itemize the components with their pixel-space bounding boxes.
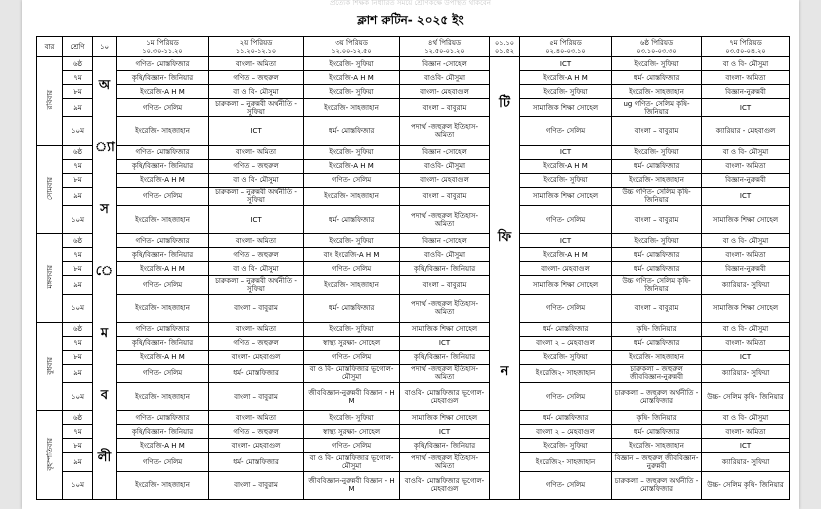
subject-cell: উচ্চ- সেলিম কৃষি- জিনিয়ার	[702, 383, 790, 411]
subject-cell: ইংরেজি- সাহজাহান	[117, 383, 209, 411]
subject-cell: ICT	[209, 117, 304, 145]
day-cell	[37, 411, 63, 500]
subject-cell: ইংরেজি- সাহজাহান	[304, 99, 400, 117]
subject-cell: বাংলা- অমিতা	[209, 411, 304, 425]
subject-cell: ধর্ম- মোস্তফিজার	[612, 71, 702, 85]
subject-cell: গণিত- সেলিম	[117, 364, 209, 382]
day-cell	[37, 234, 63, 323]
assembly-letter: ে	[95, 264, 114, 280]
assembly-letter: ম	[100, 326, 109, 342]
subject-cell: গণিত- মোস্তফিজার	[117, 322, 209, 336]
table-row	[37, 99, 790, 117]
subject-cell: ধর্ম- মোস্তফিজার	[209, 364, 304, 382]
subject-cell: জীববিজ্ঞান-নুরুন্নবী বিজ্ঞান - H M	[304, 383, 400, 411]
subject-cell: সামাজিক শিক্ষা সোহেল	[702, 294, 790, 322]
subject-cell: ইংরেজি২- সাহজাহান	[520, 364, 612, 382]
class-cell: ১০ম	[63, 294, 93, 322]
subject-cell: উচ্চ- সেলিম কৃষি- জিনিয়ার	[702, 471, 790, 499]
table-row	[37, 117, 790, 145]
subject-cell: ICT	[520, 57, 612, 71]
class-cell: ৮ম	[63, 173, 93, 187]
subject-cell: ইংরেজি- সুফিয়া	[612, 145, 702, 159]
subject-cell: বাংলা – বাবুরাম	[400, 99, 490, 117]
day-name: বৃহস্পতিবার	[45, 437, 54, 471]
subject-cell: বিজ্ঞান – জহুরুল জীববিজ্ঞান-নুরুন্নবী	[612, 453, 702, 471]
subject-cell: বাংলা- অমিতা	[209, 234, 304, 248]
assembly-letter: ব	[100, 388, 109, 404]
tiffin-column	[490, 57, 520, 500]
subject-cell: গণিত- সেলিম	[117, 453, 209, 471]
subject-cell: সামাজিক শিক্ষা সোহেল	[400, 322, 490, 336]
tiffin-letter: টি	[499, 96, 510, 112]
subject-cell: বাংলা- অমিতা	[702, 71, 790, 85]
class-cell: ৭ম	[63, 425, 93, 439]
subject-cell: সামাজিক শিক্ষা সোহেল	[400, 411, 490, 425]
class-cell: ৬ষ্ঠ	[63, 57, 93, 71]
period-time: ১২.০০-১২.৫০	[331, 46, 372, 55]
subject-cell: বিজ্ঞান -সোহেল	[400, 57, 490, 71]
period-header	[117, 37, 209, 57]
subject-cell: ইংরেজি- সুফিয়া	[304, 85, 400, 99]
table-row	[37, 471, 790, 499]
period-time: ০৩.৫০-০৪.২০	[725, 46, 766, 55]
subject-cell: পদার্থ -জহুরুল ইতিহাস-অমিতা	[400, 364, 490, 382]
period-header	[520, 37, 612, 57]
table-row	[37, 71, 790, 85]
class-cell: ১০ম	[63, 471, 93, 499]
subject-cell: বাং ইংরেজি-A H M	[304, 248, 400, 262]
subject-cell: ধর্ম- মোস্তফিজার	[304, 294, 400, 322]
subject-cell: বা ও বি- মৌসুমা	[702, 234, 790, 248]
class-cell: ১০ম	[63, 383, 93, 411]
class-cell: ৯ম	[63, 276, 93, 294]
subject-cell: বা ও বি- মৌসুমা	[702, 145, 790, 159]
subject-cell: চারুকলা – নুরুন্নবী অর্থনীতি - সুফিয়া	[209, 187, 304, 205]
table-row	[37, 145, 790, 159]
subject-cell: ক্যারিয়ার- সুফিয়া	[702, 364, 790, 382]
subject-cell: বিজ্ঞান -সোহেল	[400, 234, 490, 248]
class-cell: ৬ষ্ঠ	[63, 145, 93, 159]
class-cell: ৮ম	[63, 262, 93, 276]
assembly-header: ১০	[93, 37, 117, 57]
period-name: ৬ষ্ঠ পিরিয়ড	[639, 38, 674, 47]
subject-cell: গণিত- সেলিম	[304, 173, 400, 187]
table-row	[37, 453, 790, 471]
table-row	[37, 336, 790, 350]
period-name: ২য় পিরিয়ড	[239, 38, 273, 47]
class-cell: ৭ম	[63, 248, 93, 262]
subject-cell: ইংরেজি- সাহজাহান	[117, 471, 209, 499]
tiffin-time-header	[490, 37, 520, 57]
subject-cell: ধর্ম- মোস্তফিজার	[520, 322, 612, 336]
subject-cell: ধর্ম- মোস্তফিজার	[304, 205, 400, 233]
table-row	[37, 294, 790, 322]
subject-cell: ইংরেজি- সাহজাহান	[304, 276, 400, 294]
document-page	[22, 0, 799, 509]
class-cell: ৯ম	[63, 364, 93, 382]
subject-cell: ইংরেজি- সুফিয়া	[612, 234, 702, 248]
subject-cell: জীববিজ্ঞান-নুরুন্নবী বিজ্ঞান - H M	[304, 471, 400, 499]
subject-cell: বাংলা- অমিতা	[702, 159, 790, 173]
subject-cell: গণিত – জহুরুল	[209, 248, 304, 262]
period-name: ৪র্থ পিরিয়ড	[427, 38, 462, 47]
class-cell: ৮ম	[63, 85, 93, 99]
subject-cell: কৃষি/বিজ্ঞান- জিনিয়ার	[117, 159, 209, 173]
day-name: রবিবার	[45, 90, 54, 110]
subject-cell: বাওবি- মৌসুমা	[400, 71, 490, 85]
table-row	[37, 383, 790, 411]
subject-cell: গণিত – জহুরুল	[209, 336, 304, 350]
subject-cell: ক্যারিয়ার - মেহবাগুল	[702, 117, 790, 145]
subject-cell: ধর্ম- মোস্তফিজার	[304, 117, 400, 145]
subject-cell: গণিত – জহুরুল	[209, 71, 304, 85]
subject-cell: গণিত- সেলিম	[520, 117, 612, 145]
period-time: ১০.৩০-১১.২০	[142, 46, 183, 55]
subject-cell: বিজ্ঞান -সোহেল	[400, 145, 490, 159]
assembly-column	[93, 57, 117, 500]
subject-cell: ধর্ম- মোস্তফিজার	[612, 262, 702, 276]
class-cell: ৬ষ্ঠ	[63, 322, 93, 336]
assembly-letter: স	[100, 202, 109, 218]
period-time: ০২.৪০-০৩.১০	[545, 46, 586, 55]
subject-cell: বাংলা- মেহবাগুল	[209, 350, 304, 364]
subject-cell: স্বাস্থ্য সুরক্ষা- সোহেল	[304, 425, 400, 439]
subject-cell: বাংলা- অমিতা	[702, 425, 790, 439]
subject-cell: ICT	[520, 145, 612, 159]
subject-cell: বাওবি- মোস্তফিজার ভূগোল- মেহবাগুল	[400, 383, 490, 411]
routine-table	[36, 36, 790, 500]
subject-cell: গণিত- সেলিম	[304, 350, 400, 364]
table-row	[37, 411, 790, 425]
subject-cell: ইংরেজি- সুফিয়া	[304, 411, 400, 425]
table-row	[37, 322, 790, 336]
table-row	[37, 205, 790, 233]
subject-cell: বাংলা – বাবুরাম	[209, 294, 304, 322]
subject-cell: ICT	[702, 439, 790, 453]
subject-cell: ইংরেজি- সুফিয়া	[304, 322, 400, 336]
table-row	[37, 85, 790, 99]
assembly-letter: লী	[97, 450, 112, 466]
class-column-header: শ্রেণি	[63, 37, 93, 57]
subject-cell: বাংলা – বাবুরাম	[209, 383, 304, 411]
subject-cell: ICT	[209, 205, 304, 233]
subject-cell: কৃষি/বিজ্ঞান- জিনিয়ার	[117, 248, 209, 262]
subject-cell: বা ও বি- মৌসুমা	[209, 85, 304, 99]
class-cell: ৭ম	[63, 71, 93, 85]
subject-cell: পদার্থ -জহুরুল ইতিহাস-অমিতা	[400, 205, 490, 233]
table-row	[37, 234, 790, 248]
table-row	[37, 159, 790, 173]
subject-cell: ইংরেজি-A H M	[304, 71, 400, 85]
subject-cell: গণিত- সেলিম	[520, 205, 612, 233]
subject-cell: বাংলা- মেহবাগুল	[400, 85, 490, 99]
subject-cell: চারুকলা – নুরুন্নবী অর্থনীতি - সুফিয়া	[209, 99, 304, 117]
subject-cell: ইংরেজি- সাহজাহান	[117, 117, 209, 145]
subject-cell: গণিত – জহুরুল	[209, 425, 304, 439]
subject-cell: বা ও বি- মৌসুমা	[702, 322, 790, 336]
subject-cell: বাওবি- মোস্তফিজার ভূগোল- মেহবাগুল	[400, 471, 490, 499]
subject-cell: ইংরেজি- সুফিয়া	[520, 173, 612, 187]
period-header	[304, 37, 400, 57]
period-time: ১২.৫০-০১.২০	[424, 46, 465, 55]
subject-cell: বাংলা- মেহবাগুল	[209, 439, 304, 453]
subject-cell: ইংরেজি- সুফিয়া	[520, 439, 612, 453]
period-time: ০৩.১০-০৩.৩০	[636, 46, 677, 55]
subject-cell: পদার্থ -জহুরুল ইতিহাস-অমিতা	[400, 117, 490, 145]
subject-cell: ইংরেজি-A H M	[520, 71, 612, 85]
subject-cell: বিজ্ঞান-নুরুন্নবী	[702, 173, 790, 187]
table-row	[37, 248, 790, 262]
subject-cell: ইংরেজি- সুফিয়া	[304, 234, 400, 248]
subject-cell: ইংরেজি-A H M	[117, 85, 209, 99]
subject-cell: ICT	[702, 99, 790, 117]
subject-cell: ধর্ম- মোস্তফিজার	[209, 453, 304, 471]
subject-cell: ইংরেজি- সুফিয়া	[520, 85, 612, 99]
subject-cell: ইংরেজি-A H M	[520, 248, 612, 262]
subject-cell: ধর্ম- মোস্তফিজার	[612, 336, 702, 350]
subject-cell: চারুকলা – জহুরুল অর্থনীতি - মোস্তফিজার	[612, 383, 702, 411]
period-name: ৫ম পিরিয়ড	[549, 38, 582, 47]
subject-cell: ইংরেজি- সাহজাহান	[117, 294, 209, 322]
day-column-header: বার	[37, 37, 63, 57]
subject-cell: ইংরেজি২- সাহজাহান	[520, 453, 612, 471]
day-name: সোমবার	[45, 176, 54, 200]
routine-title: ক্লাশ রুটিন- ২০২৫ ইং	[357, 13, 464, 27]
subject-cell: বিজ্ঞান-নুরুন্নবী	[702, 85, 790, 99]
subject-cell: বাংলা – বাবুরাম	[612, 205, 702, 233]
subject-cell: বাংলা- অমিতা	[702, 248, 790, 262]
subject-cell: ICT	[702, 187, 790, 205]
subject-cell: বাংলা – বাবুরাম	[612, 117, 702, 145]
subject-cell: চারুকলা – নুরুন্নবী অর্থনীতি - সুফিয়া	[209, 276, 304, 294]
table-row	[37, 425, 790, 439]
subject-cell: বাংলা – বাবুরাম	[209, 471, 304, 499]
subject-cell: ICT	[702, 350, 790, 364]
subject-cell: ক্যারিয়ার- সুফিয়া	[702, 276, 790, 294]
subject-cell: কৃষি/বিজ্ঞান- জিনিয়ার	[400, 439, 490, 453]
subject-cell: বা ও বি- মৌসুমা	[209, 262, 304, 276]
subject-cell: ইংরেজি- সুফিয়া	[612, 57, 702, 71]
period-header	[612, 37, 702, 57]
assembly-letter: অ	[98, 78, 111, 94]
table-row	[37, 173, 790, 187]
assembly-letter: ্যা	[95, 140, 115, 156]
subject-cell: গণিত- সেলিম	[117, 187, 209, 205]
subject-cell: বা ও বি- মৌসুমা	[209, 173, 304, 187]
table-row	[37, 276, 790, 294]
period-name: ১ম পিরিয়ড	[146, 38, 179, 47]
subject-cell: বাওবি- মৌসুমা	[400, 248, 490, 262]
subject-cell: গণিত- সেলিম	[520, 294, 612, 322]
class-cell: ৯ম	[63, 99, 93, 117]
subject-cell: ইংরেজি- সুফিয়া	[304, 145, 400, 159]
subject-cell: গণিত – জহুরুল	[209, 159, 304, 173]
subject-cell: বাংলা- অমিতা	[209, 145, 304, 159]
subject-cell: ইংরেজি-A H M	[117, 173, 209, 187]
tiffin-letter: ফি	[497, 230, 512, 246]
subject-cell: বা ও বি- মোস্তফিজার ভূগোল-মৌসুমা	[304, 453, 400, 471]
subject-cell: ug গণিত- সেলিম কৃষি- জিনিয়ার	[612, 99, 702, 117]
subject-cell: বাংলা – বাবুরাম	[400, 276, 490, 294]
day-name: মঙ্গলবার	[45, 265, 54, 289]
subject-cell: ধর্ম- মোস্তফিজার	[612, 425, 702, 439]
subject-cell: গণিত- সেলিম	[520, 383, 612, 411]
subject-cell: বাংলা ২ – মেহবাগুল	[520, 425, 612, 439]
subject-cell: বাংলা- অমিতা	[209, 322, 304, 336]
subject-cell: গণিত- সেলিম	[520, 471, 612, 499]
subject-cell: গণিত- সেলিম	[304, 439, 400, 453]
class-cell: ৮ম	[63, 350, 93, 364]
subject-cell: সামাজিক শিক্ষা সোহেল	[520, 187, 612, 205]
subject-cell: ধর্ম- মোস্তফিজার	[612, 248, 702, 262]
subject-cell: কৃষি/বিজ্ঞান- জিনিয়ার	[117, 71, 209, 85]
class-cell: ৬ষ্ঠ	[63, 234, 93, 248]
subject-cell: পদার্থ -জহুরুল ইতিহাস-অমিতা	[400, 294, 490, 322]
subject-cell: কৃষি- জিনিয়ার	[612, 411, 702, 425]
tiffin-letter: ন	[500, 364, 509, 380]
subject-cell: উচ্চ গণিত- সেলিম কৃষি- জিনিয়ার	[612, 276, 702, 294]
subject-cell: ধর্ম- মোস্তফিজার	[520, 411, 612, 425]
period-time: ১১.২০-১২.১০	[235, 46, 277, 55]
subject-cell: বাংলা – বাবুরাম	[612, 294, 702, 322]
subject-cell: বা ও বি- মোস্তফিজার ভূগোল-মৌসুমা	[304, 364, 400, 382]
day-cell	[37, 145, 63, 234]
subject-cell: ইংরেজি- সাহজাহান	[117, 205, 209, 233]
subject-cell: বাংলা- মেহবাগুল	[520, 262, 612, 276]
faint-header-text: প্রত্যেক শিক্ষক নির্ধারিত সময়ে শ্রেণিকক্ষে উপস্থিত থাকবেন	[330, 0, 491, 6]
subject-cell: ICT	[520, 234, 612, 248]
subject-cell: গণিত- সেলিম	[117, 276, 209, 294]
subject-cell: ইংরেজি-A H M	[117, 262, 209, 276]
subject-cell: গণিত- মোস্তফিজার	[117, 57, 209, 71]
subject-cell: ধর্ম- মোস্তফিজার	[612, 159, 702, 173]
class-cell: ৭ম	[63, 159, 93, 173]
subject-cell: ইংরেজি-A H M	[520, 159, 612, 173]
tiffin-time-end: ০১.৫২	[495, 46, 514, 55]
subject-cell: বা ও বি- মৌসুমা	[702, 57, 790, 71]
subject-cell: ইংরেজি- সাহজাহান	[612, 439, 702, 453]
class-cell: ৮ম	[63, 439, 93, 453]
period-name: ৭ম পিরিয়ড	[729, 38, 762, 47]
subject-cell: বাংলা- অমিতা	[702, 336, 790, 350]
class-cell: ৭ম	[63, 336, 93, 350]
class-cell: ১০ম	[63, 117, 93, 145]
subject-cell: ইংরেজি- সাহজাহান	[612, 173, 702, 187]
subject-cell: গণিত- সেলিম	[304, 262, 400, 276]
subject-cell: বা ও বি- মৌসুমা	[702, 411, 790, 425]
subject-cell: ইংরেজি- সুফিয়া	[304, 57, 400, 71]
subject-cell: চারুকলা – জহুরুল জীববিজ্ঞান-নুরুন্নবী	[612, 364, 702, 382]
subject-cell: সামাজিক শিক্ষা সোহেল	[520, 276, 612, 294]
subject-cell: ইংরেজি- সাহজাহান	[612, 350, 702, 364]
subject-cell: কৃষি/বিজ্ঞান- জিনিয়ার	[400, 262, 490, 276]
class-cell: ১০ম	[63, 205, 93, 233]
day-name: বুধবার	[45, 356, 54, 375]
day-cell	[37, 57, 63, 146]
day-cell	[37, 322, 63, 411]
subject-cell: ইংরেজি- সাহজাহান	[612, 85, 702, 99]
subject-cell: চারুকলা – জহুরুল অর্থনীতি - মোস্তফিজার	[612, 471, 702, 499]
subject-cell: বাংলা- অমিতা	[209, 57, 304, 71]
table-row	[37, 57, 790, 71]
subject-cell: পদার্থ -জহুরুল ইতিহাস-অমিতা	[400, 453, 490, 471]
subject-cell: কৃষি/বিজ্ঞান- জিনিয়ার	[400, 350, 490, 364]
subject-cell: গণিত- মোস্তফিজার	[117, 145, 209, 159]
table-row	[37, 350, 790, 364]
class-cell: ৬ষ্ঠ	[63, 411, 93, 425]
table-row	[37, 187, 790, 205]
class-cell: ৯ম	[63, 453, 93, 471]
subject-cell: ইংরেজি-A H M	[117, 350, 209, 364]
subject-cell: কৃষি/বিজ্ঞান- জিনিয়ার	[117, 336, 209, 350]
subject-cell: কৃষি- জিনিয়ার	[612, 322, 702, 336]
subject-cell: বাংলা – বাবুরাম	[400, 187, 490, 205]
subject-cell: ইংরেজি-A H M	[117, 439, 209, 453]
subject-cell: বিজ্ঞান-নুরুন্নবী	[702, 262, 790, 276]
class-cell: ৯ম	[63, 187, 93, 205]
subject-cell: উচ্চ গণিত- সেলিম কৃষি- জিনিয়ার	[612, 187, 702, 205]
subject-cell: সামাজিক শিক্ষা সোহেল	[520, 99, 612, 117]
period-header	[209, 37, 304, 57]
subject-cell: ICT	[400, 425, 490, 439]
subject-cell: গণিত- মোস্তফিজার	[117, 411, 209, 425]
period-header	[400, 37, 490, 57]
period-name: ৩য় পিরিয়ড	[335, 38, 368, 47]
subject-cell: কৃষি/বিজ্ঞান- জিনিয়ার	[117, 425, 209, 439]
subject-cell: স্বাস্থ্য সুরক্ষা- সোহেল	[304, 336, 400, 350]
subject-cell: বাংলা- মেহবাগুল	[400, 173, 490, 187]
subject-cell: ইংরেজি- সুফিয়া	[520, 350, 612, 364]
tiffin-time-start: ০১.১০	[495, 38, 514, 47]
table-row	[37, 439, 790, 453]
subject-cell: ইংরেজি- সাহজাহান	[304, 187, 400, 205]
subject-cell: বাওবি- মৌসুমা	[400, 159, 490, 173]
period-header	[702, 37, 790, 57]
subject-cell: ICT	[400, 336, 490, 350]
table-row	[37, 262, 790, 276]
subject-cell: ইংরেজি-A H M	[304, 159, 400, 173]
subject-cell: সামাজিক শিক্ষা সোহেল	[702, 205, 790, 233]
header-row	[37, 37, 790, 57]
subject-cell: গণিত- মোস্তফিজার	[117, 234, 209, 248]
subject-cell: বাংলা ২ – মেহবাগুল	[520, 336, 612, 350]
subject-cell: ক্যারিয়ার- সুফিয়া	[702, 453, 790, 471]
subject-cell: গণিত- সেলিম	[117, 99, 209, 117]
table-row	[37, 364, 790, 382]
